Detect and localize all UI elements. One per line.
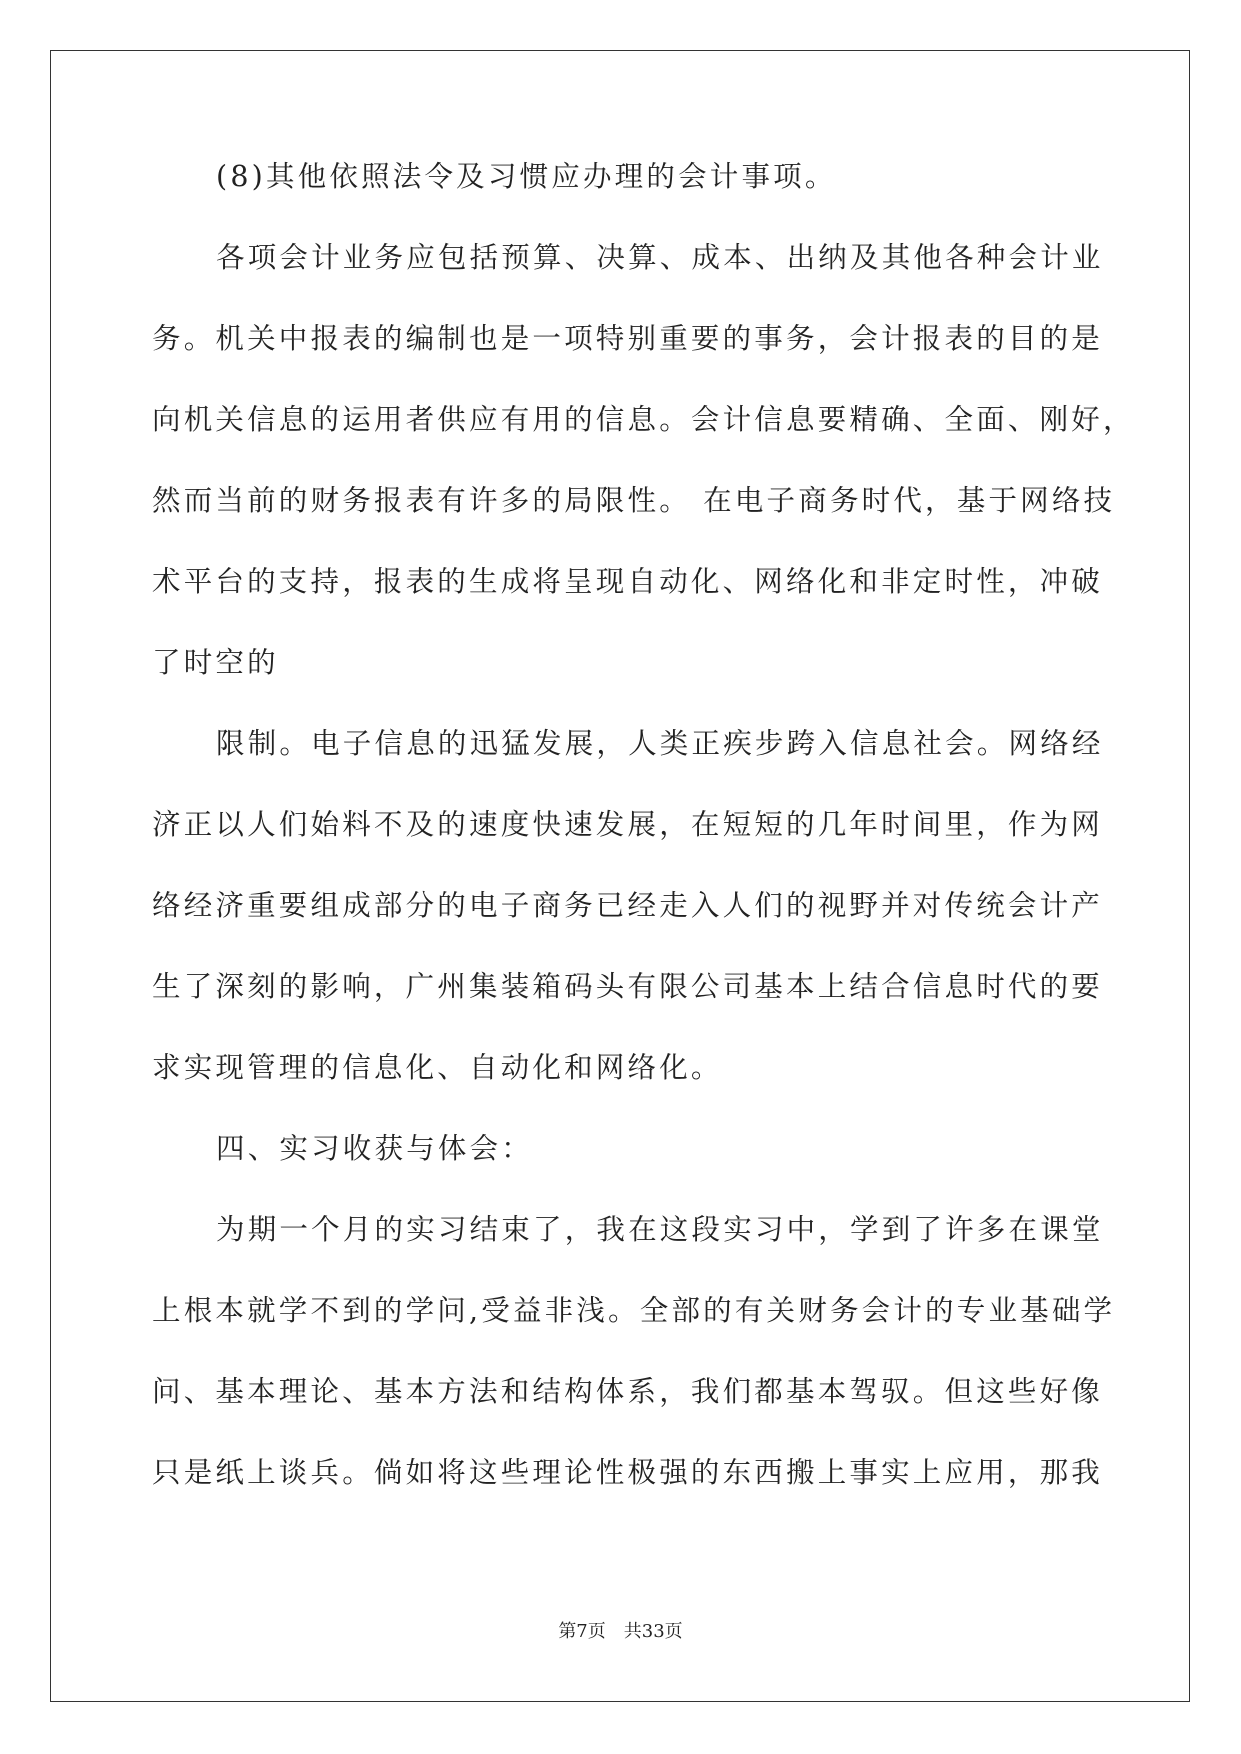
page-number: 第7页 — [558, 1621, 606, 1642]
text-line: (8)其他依照法令及习惯应办理的会计事项。 — [216, 160, 837, 193]
text-line: 问、基本理论、基本方法和结构体系，我们都基本驾驭。但这些好像 — [152, 1375, 1104, 1408]
text-line: 四、实习收获与体会： — [216, 1132, 534, 1165]
text-line: 生了深刻的影响，广州集装箱码头有限公司基本上结合信息时代的要 — [152, 970, 1104, 1003]
text-line: 求实现管理的信息化、自动化和网络化。 — [152, 1051, 723, 1084]
text-line: 济正以人们始料不及的速度快速发展，在短短的几年时间里，作为网 — [152, 808, 1104, 841]
text-line: 络经济重要组成部分的电子商务已经走入人们的视野并对传统会计产 — [152, 889, 1104, 922]
text-line: 为期一个月的实习结束了，我在这段实习中，学到了许多在课堂 — [216, 1213, 1104, 1246]
text-line: 上根本就学不到的学问,受益非浅。全部的有关财务会计的专业基础学 — [152, 1294, 1116, 1327]
text-line: 术平台的支持，报表的生成将呈现自动化、网络化和非定时性，冲破 — [152, 565, 1104, 598]
text-line: 然而当前的财务报表有许多的局限性。 在电子商务时代，基于网络技 — [152, 484, 1116, 517]
text-line: 只是纸上谈兵。倘如将这些理论性极强的东西搬上事实上应用，那我 — [152, 1456, 1104, 1489]
page-footer — [0, 1621, 1241, 1643]
text-line: 务。机关中报表的编制也是一项特别重要的事务，会计报表的目的是 — [152, 322, 1104, 355]
text-line: 向机关信息的运用者供应有用的信息。会计信息要精确、全面、刚好， — [152, 403, 1135, 436]
document-body — [152, 160, 1135, 1539]
text-line: 各项会计业务应包括预算、决算、成本、出纳及其他各种会计业 — [216, 241, 1104, 274]
text-line: 了时空的 — [152, 646, 279, 679]
text-line: 限制。电子信息的迅猛发展，人类正疾步跨入信息社会。网络经 — [216, 727, 1104, 760]
page-total: 共33页 — [623, 1621, 683, 1642]
